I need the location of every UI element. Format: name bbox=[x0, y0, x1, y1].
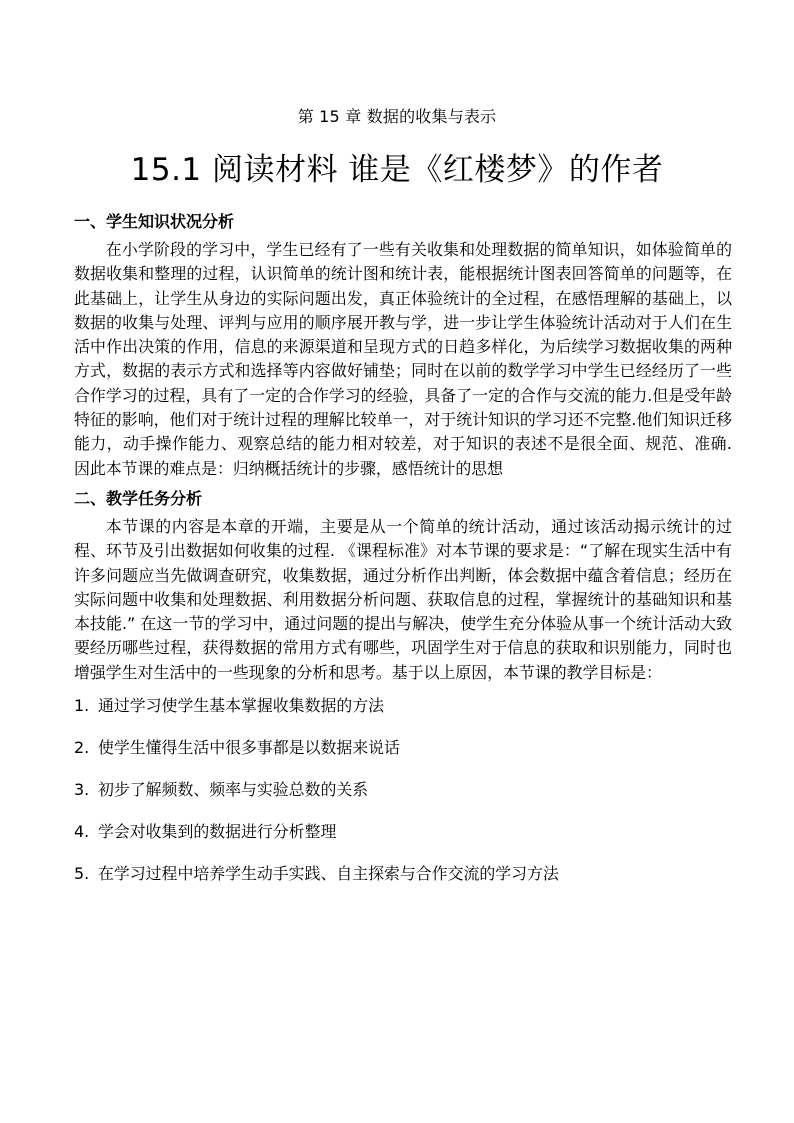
document-body bbox=[74, 210, 732, 904]
section-paragraph-task-analysis: 本节课的内容是本章的开端，主要是从一个简单的统计活动，通过该活动揭示统计的过程、环节及引出数据如何收集的过程. 《课程标准》对本节课的要求是：“了解在现实生活中有许多问题应当先做调查研究，收集数据，通过分析作出判断，体会数据中蕴含着信息；经历在实际问题中收集和处理数据、利用数据分析问题、获取信息的过程，掌握统计的基础知识和基本技能.” 在这一节的学习中，通过问题的提出与解决，使学生充分体验从事一个统计活动大致要经历哪些过程，获得数据的常用方式有哪些，巩固学生对于信息的获取和识别能力，同时也增强学生对生活中的一些现象的分析和思考。基于以上原因，本节课的教学目标是： bbox=[74, 516, 732, 682]
list-item-number: 2. bbox=[74, 738, 90, 758]
list-item-text: 初步了解频数、频率与实验总数的关系 bbox=[98, 780, 369, 800]
list-item-number: 1. bbox=[74, 696, 90, 716]
section-heading-task-analysis: 二、教学任务分析 bbox=[74, 488, 203, 508]
section-heading-student-analysis: 一、学生知识状况分析 bbox=[74, 212, 235, 231]
list-item-number: 5. bbox=[74, 864, 90, 884]
list-item-number: 4. bbox=[74, 822, 90, 842]
list-item bbox=[74, 694, 732, 718]
list-item-text: 在学习过程中培养学生动手实践、自主探索与合作交流的学习方法 bbox=[98, 864, 559, 884]
list-item-text: 学会对收集到的数据进行分析整理 bbox=[98, 822, 337, 842]
chapter-heading: 第 15 章 数据的收集与表示 bbox=[297, 107, 497, 126]
section-paragraph-student-analysis: 在小学阶段的学习中，学生已经有了一些有关收集和处理数据的简单知识，如体验简单的数据收集和整理的过程，认识简单的统计图和统计表，能根据统计图表回答简单的问题等，在此基础上，让学生从身边的实际问题出发，真正体验统计的全过程，在感悟理解的基础上，以数据的收集与处理、评判与应用的顺序展开教与学，进一步让学生体验统计活动对于人们在生活中作出决策的作用，信息的来源渠道和呈现方式的日趋多样化，为后续学习数据收集的两种方式，数据的表示方式和选择等内容做好铺垫；同时在以前的数学学习中学生已经经历了一些合作学习的过程，具有了一定的合作学习的经验，具备了一定的合作与交流的能力.但是受年龄特征的影响，他们对于统计过程的理解比较单一，对于统计知识的学习还不完整.他们知识迁移能力，动手操作能力、观察总结的能力相对较差，对于知识的表述不是很全面、规范、准确. 因此本节课的难点是：归纳概括统计的步骤，感悟统计的思想 bbox=[74, 240, 732, 478]
list-item bbox=[74, 778, 732, 802]
list-item-number: 3. bbox=[74, 780, 90, 800]
goals-list bbox=[74, 694, 732, 886]
list-item-text: 通过学习使学生基本掌握收集数据的方法 bbox=[98, 696, 385, 716]
list-item-text: 使学生懂得生活中很多事都是以数据来说话 bbox=[98, 738, 400, 758]
list-item bbox=[74, 820, 732, 844]
list-item bbox=[74, 862, 732, 886]
page-title: 15.1 阅读材料 谁是《红楼梦》的作者 bbox=[130, 152, 664, 188]
list-item bbox=[74, 736, 732, 760]
